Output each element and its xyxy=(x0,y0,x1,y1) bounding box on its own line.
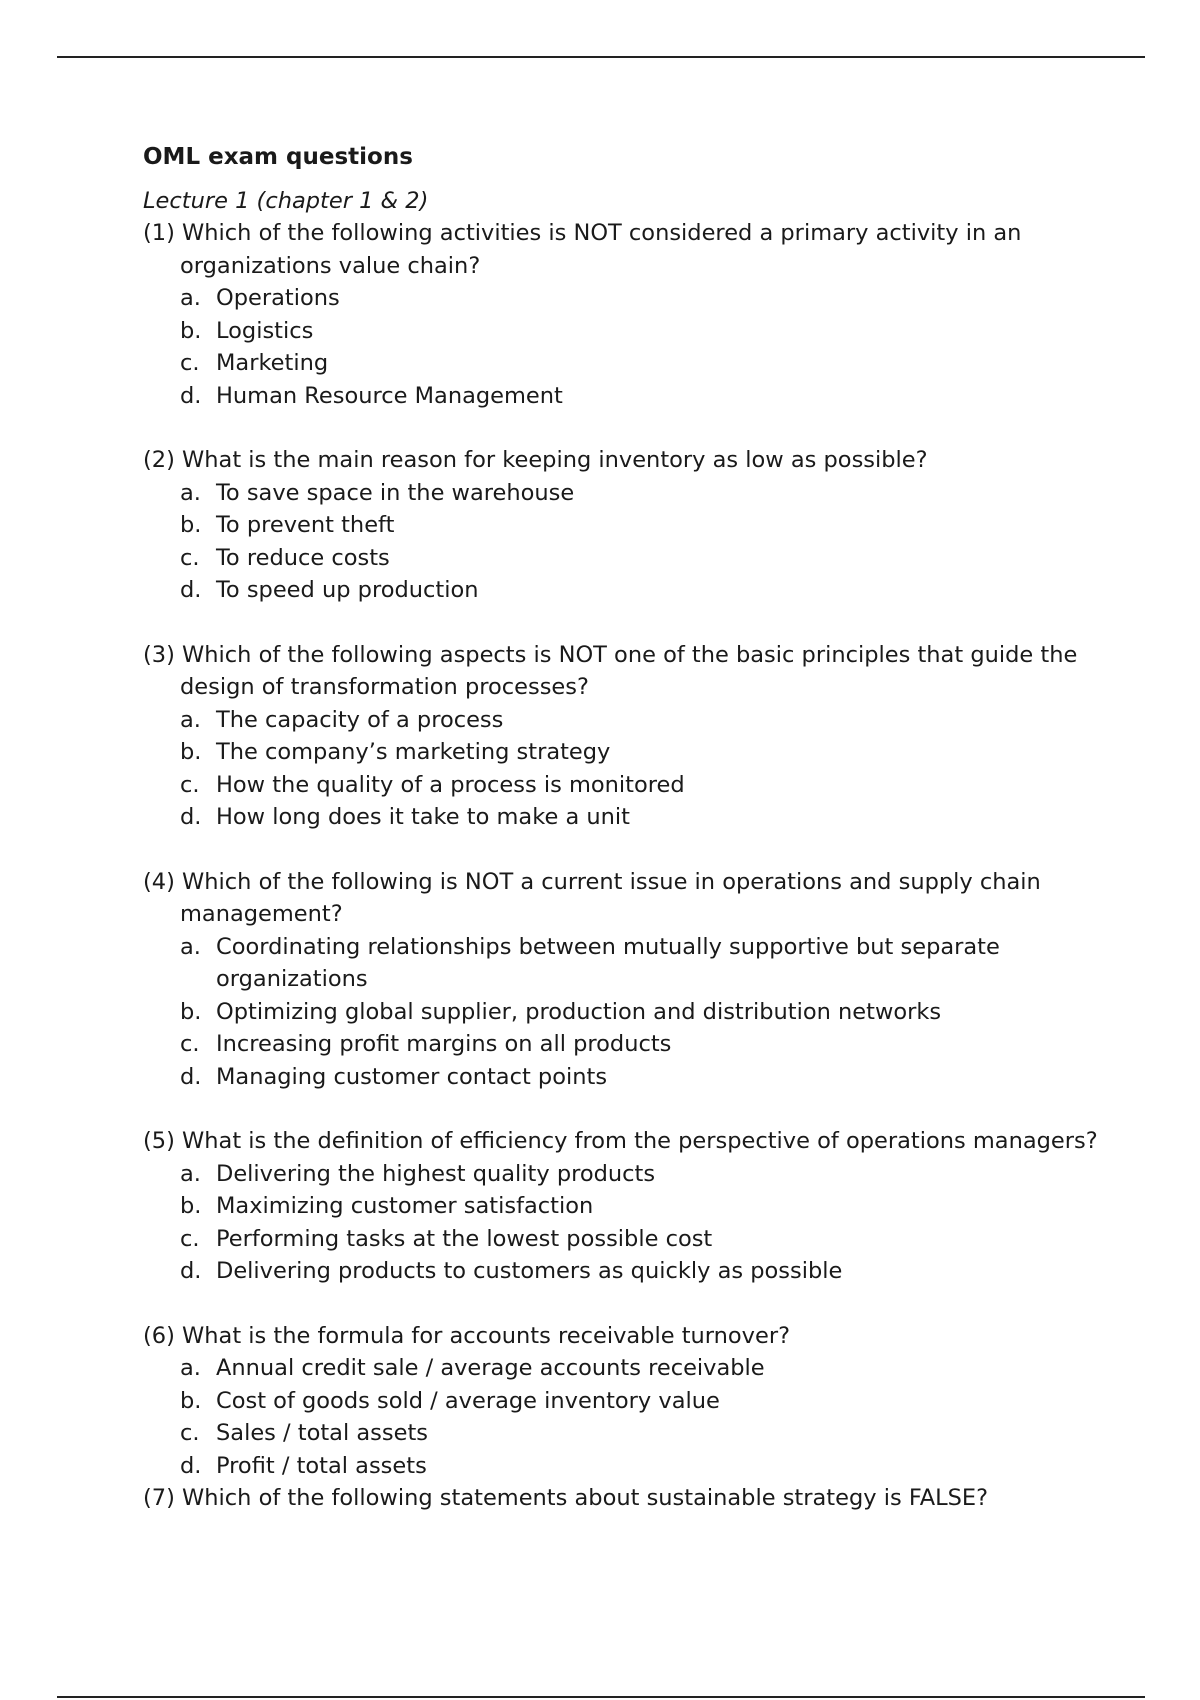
option-letter: a. xyxy=(180,479,201,506)
option-letter: a. xyxy=(180,1160,201,1187)
option-text: Operations xyxy=(216,285,340,311)
question-4 xyxy=(143,866,1103,1094)
option-text: Human Resource Management xyxy=(216,382,563,409)
option-b xyxy=(180,509,1103,542)
option-list xyxy=(143,1352,1103,1482)
section-heading: Lecture 1 (chapter 1 & 2) xyxy=(143,188,429,214)
question-7 xyxy=(143,1482,1103,1515)
option-c xyxy=(180,1417,1103,1450)
option-letter: b. xyxy=(180,1193,202,1219)
option-text: Optimizing global supplier, production and distribution networks xyxy=(216,998,942,1025)
option-text: Performing tasks at the lowest possible cost xyxy=(216,1225,713,1252)
option-c xyxy=(180,1028,1103,1061)
question-2 xyxy=(143,444,1103,607)
option-letter: d. xyxy=(180,1063,202,1090)
option-letter: d. xyxy=(180,1258,202,1284)
option-letter: c. xyxy=(180,1031,200,1057)
option-d xyxy=(180,801,1103,834)
option-letter: a. xyxy=(180,933,201,960)
option-text: How long does it take to make a unit xyxy=(216,804,630,830)
option-letter: d. xyxy=(180,577,202,603)
option-a xyxy=(180,704,1103,737)
option-list xyxy=(143,282,1103,412)
option-list xyxy=(143,477,1103,607)
option-letter: b. xyxy=(180,512,202,538)
spacer xyxy=(143,607,1103,639)
option-list xyxy=(143,1158,1103,1288)
question-text: (1) Which of the following activities is NOT considered a primary activity in an organizations value chain? xyxy=(143,220,1022,279)
option-letter: b. xyxy=(180,998,202,1025)
document-title: OML exam questions xyxy=(143,144,413,170)
option-text: Profit / total assets xyxy=(216,1452,427,1479)
question-6 xyxy=(143,1320,1103,1483)
option-letter: d. xyxy=(180,382,202,409)
option-letter: b. xyxy=(180,317,202,344)
option-text: To prevent theft xyxy=(216,512,395,538)
option-d xyxy=(180,574,1103,607)
document-body xyxy=(143,140,1103,1515)
option-text: Marketing xyxy=(216,350,329,376)
option-a xyxy=(180,931,1103,996)
question-text: (2) What is the main reason for keeping inventory as low as possible? xyxy=(143,447,928,473)
option-text: Annual credit sale / average accounts receivable xyxy=(216,1355,765,1381)
option-b xyxy=(180,736,1103,769)
option-text: Managing customer contact points xyxy=(216,1063,608,1090)
option-text: How the quality of a process is monitored xyxy=(216,771,685,798)
option-text: To save space in the warehouse xyxy=(216,479,575,506)
option-c xyxy=(180,769,1103,802)
question-text: (6) What is the formula for accounts receivable turnover? xyxy=(143,1322,791,1349)
option-letter: b. xyxy=(180,739,202,765)
spacer xyxy=(143,412,1103,444)
option-list xyxy=(143,931,1103,1094)
header-rule xyxy=(57,56,1145,58)
option-a xyxy=(180,282,1103,315)
option-text: The company’s marketing strategy xyxy=(216,739,611,765)
option-text: Increasing profit margins on all products xyxy=(216,1031,672,1057)
option-b xyxy=(180,315,1103,348)
option-text: The capacity of a process xyxy=(216,706,504,733)
option-text: To speed up production xyxy=(216,577,479,603)
option-text: To reduce costs xyxy=(216,544,390,571)
option-d xyxy=(180,380,1103,413)
spacer xyxy=(143,1093,1103,1125)
option-letter: b. xyxy=(180,1387,202,1414)
option-letter: d. xyxy=(180,804,202,830)
spacer xyxy=(143,1288,1103,1320)
question-text: (4) Which of the following is NOT a current issue in operations and supply chain management? xyxy=(143,868,1041,927)
option-c xyxy=(180,347,1103,380)
option-a xyxy=(180,1158,1103,1191)
option-b xyxy=(180,1190,1103,1223)
question-5 xyxy=(143,1125,1103,1288)
option-letter: a. xyxy=(180,1355,201,1381)
option-text: Coordinating relationships between mutually supportive but separate organizations xyxy=(216,933,1000,992)
option-text: Cost of goods sold / average inventory value xyxy=(216,1387,720,1414)
option-a xyxy=(180,477,1103,510)
question-text: (5) What is the definition of efficiency from the perspective of operations managers? xyxy=(143,1128,1098,1154)
option-c xyxy=(180,1223,1103,1256)
option-b xyxy=(180,1385,1103,1418)
option-letter: a. xyxy=(180,285,201,311)
option-letter: a. xyxy=(180,706,201,733)
option-text: Sales / total assets xyxy=(216,1420,428,1446)
option-b xyxy=(180,996,1103,1029)
option-letter: c. xyxy=(180,544,200,571)
option-text: Maximizing customer satisfaction xyxy=(216,1193,594,1219)
option-list xyxy=(143,704,1103,834)
question-text: (3) Which of the following aspects is NOT one of the basic principles that guide the design of transformation processes? xyxy=(143,641,1078,700)
option-a xyxy=(180,1352,1103,1385)
option-text: Delivering the highest quality products xyxy=(216,1160,656,1187)
option-text: Logistics xyxy=(216,317,314,344)
option-letter: c. xyxy=(180,771,200,798)
option-c xyxy=(180,542,1103,575)
option-d xyxy=(180,1061,1103,1094)
option-letter: c. xyxy=(180,350,200,376)
question-3 xyxy=(143,639,1103,834)
question-text: (7) Which of the following statements about sustainable strategy is FALSE? xyxy=(143,1485,989,1511)
spacer xyxy=(143,834,1103,866)
option-text: Delivering products to customers as quickly as possible xyxy=(216,1258,843,1284)
option-letter: d. xyxy=(180,1452,202,1479)
option-d xyxy=(180,1255,1103,1288)
option-letter: c. xyxy=(180,1420,200,1446)
question-1 xyxy=(143,217,1103,412)
footer-rule xyxy=(57,1696,1145,1698)
option-letter: c. xyxy=(180,1225,200,1252)
option-d xyxy=(180,1450,1103,1483)
